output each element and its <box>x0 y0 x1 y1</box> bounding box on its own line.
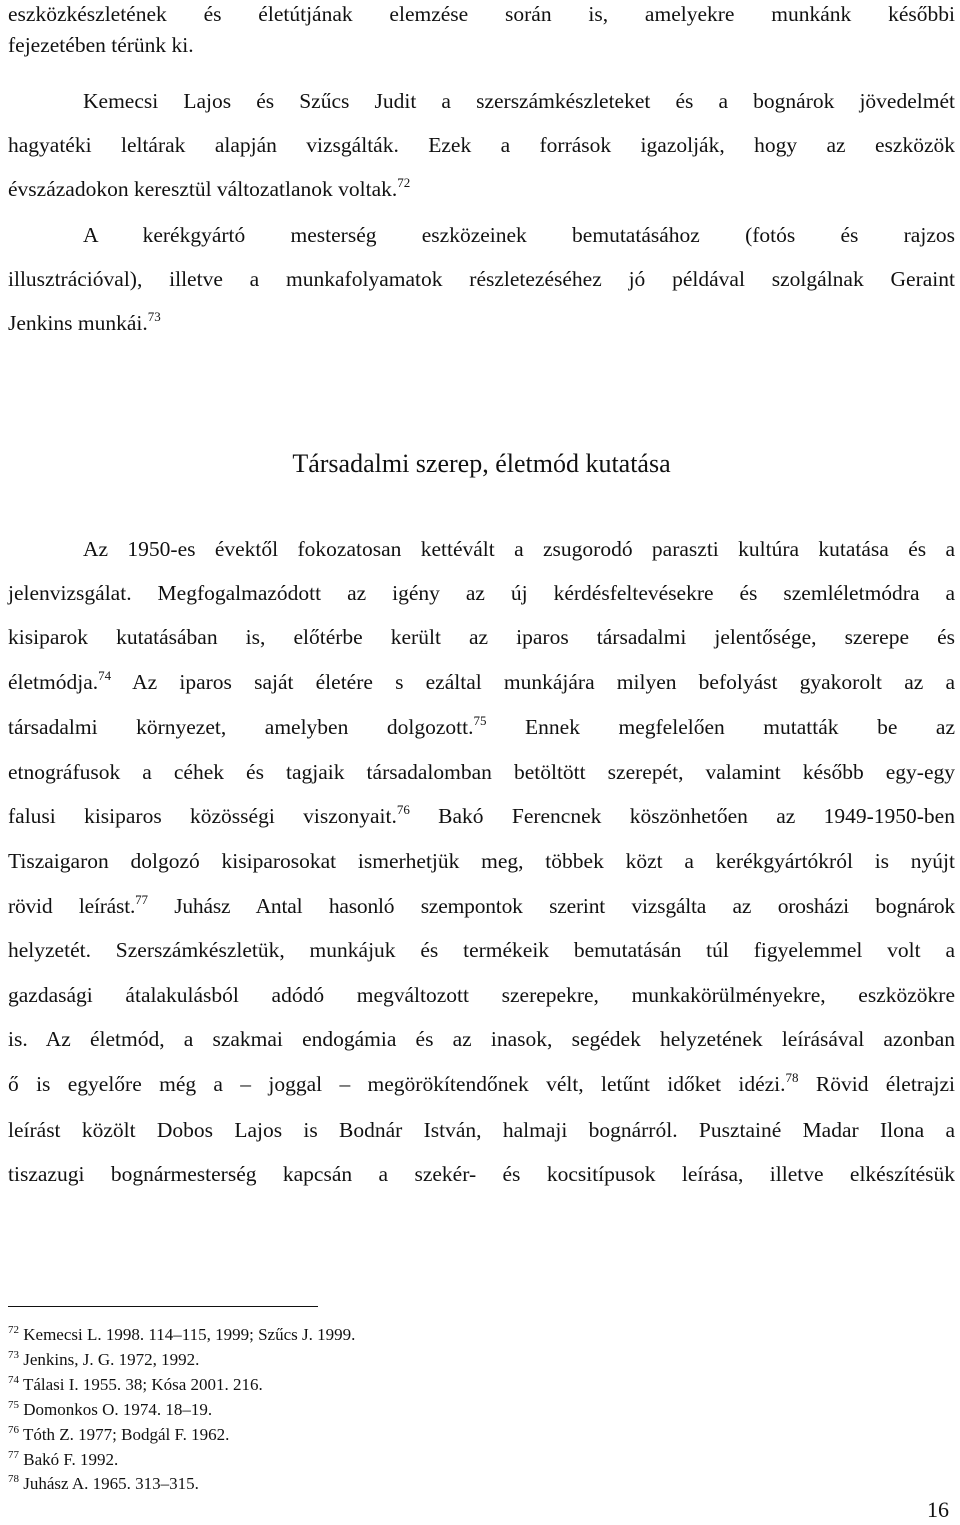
paragraph-line <box>8 892 955 920</box>
text-run: Bakó Ferencnek köszönhetően az 1949-1950-ben <box>409 804 955 828</box>
footnote <box>8 1375 263 1395</box>
text-run: társadalmi környezet, amelyben dolgozott. <box>8 715 474 739</box>
footnote <box>8 1450 118 1470</box>
paragraph-line <box>8 175 955 203</box>
paragraph-line: eszközkészletének és életútjának elemzése során is, amelyekre munkánk későbbi <box>8 2 955 26</box>
paragraph-line: A kerékgyártó mesterség eszközeinek bemutatásához (fotós és rajzos <box>83 223 955 247</box>
paragraph-line: jelenvizsgálat. Megfogalmazódott az igény az új kérdésfeltevésekre és szemléletmódra a <box>8 581 955 605</box>
footnote <box>8 1425 229 1445</box>
paragraph-line: illusztrációval), illetve a munkafolyamatok részletezéséhez jó példával szolgálnak Geraint <box>8 267 955 291</box>
footnote-text: Domonkos O. 1974. 18–19. <box>19 1400 213 1419</box>
paragraph-line <box>8 802 955 830</box>
text-run: falusi kisiparos közösségi viszonyait. <box>8 804 397 828</box>
footnote-number: 73 <box>8 1349 19 1361</box>
paragraph-line <box>8 1070 955 1098</box>
text-run: életmódja. <box>8 670 99 694</box>
footnote <box>8 1350 199 1370</box>
footnote-number: 78 <box>8 1473 19 1485</box>
footnote-number: 77 <box>8 1449 19 1461</box>
text-run: Jenkins munkái. <box>8 311 148 335</box>
footnote-ref-75[interactable]: 75 <box>473 713 487 728</box>
footnote-text: Bakó F. 1992. <box>19 1450 119 1469</box>
paragraph-line <box>8 668 955 696</box>
page-number: 16 <box>927 1497 949 1522</box>
text-run: Ennek megfelelően mutatták be az <box>486 715 955 739</box>
text-run: rövid leírást. <box>8 894 136 918</box>
footnote-ref-73[interactable]: 73 <box>147 309 161 324</box>
footnote-text: Juhász A. 1965. 313–315. <box>19 1474 199 1493</box>
paragraph-line: fejezetében térünk ki. <box>8 33 194 57</box>
paragraph-line: is. Az életmód, a szakmai endogámia és az inasok, segédek helyzetének leírásával azonban <box>8 1027 955 1051</box>
footnote-text: Kemecsi L. 1998. 114–115, 1999; Szűcs J. 1999. <box>19 1325 356 1344</box>
footnote-number: 74 <box>8 1374 19 1386</box>
text-run: Juhász Antal hasonló szempontok szerint vizsgálta az orosházi bognárok <box>147 894 955 918</box>
paragraph-line: helyzetét. Szerszámkészletük, munkájuk és termékeik bemutatásán túl figyelemmel volt a <box>8 938 955 962</box>
footnote <box>8 1325 355 1345</box>
paragraph-line: etnográfusok a céhek és tagjaik társadalomban betöltött szerepét, valamint később egy-egy <box>8 760 955 784</box>
footnote-text: Tálasi I. 1955. 38; Kósa 2001. 216. <box>19 1375 263 1394</box>
footnote-ref-77[interactable]: 77 <box>135 892 148 907</box>
paragraph-line: leírást közölt Dobos Lajos is Bodnár István, halmaji bognárról. Pusztainé Madar Ilona a <box>8 1118 955 1142</box>
paragraph-line <box>8 309 955 337</box>
paragraph-line: hagyatéki leltárak alapján vizsgálták. Ezek a források igazolják, hogy az eszközök <box>8 133 955 157</box>
paragraph-line: Az 1950-es évektől fokozatosan kettévált a zsugorodó paraszti kultúra kutatása és a <box>83 537 955 561</box>
footnote-ref-74[interactable]: 74 <box>98 668 112 683</box>
paragraph-line: tiszazugi bognármesterség kapcsán a szekér- és kocsitípusok leírása, illetve elkészítésük <box>8 1162 955 1186</box>
paragraph-line: Kemecsi Lajos és Szűcs Judit a szerszámkészleteket és a bognárok jövedelmét <box>83 89 955 113</box>
footnote-ref-78[interactable]: 78 <box>785 1070 799 1085</box>
text-run: ő is egyelőre még a – joggal – megörökítendőnek vélt, letűnt időket idézi. <box>8 1072 786 1096</box>
footnote <box>8 1400 212 1420</box>
text-run: évszázadokon keresztül változatlanok voltak. <box>8 177 398 201</box>
footnote-ref-76[interactable]: 76 <box>396 802 410 817</box>
footnote-number: 75 <box>8 1399 19 1411</box>
section-heading: Társadalmi szerep, életmód kutatása <box>292 449 671 478</box>
footnote-number: 76 <box>8 1424 19 1436</box>
footnote-text: Jenkins, J. G. 1972, 1992. <box>19 1350 200 1369</box>
text-run: Rövid életrajzi <box>798 1072 955 1096</box>
paragraph-line: Tiszaigaron dolgozó kisiparosokat ismerhetjük meg, többek közt a kerékgyártókról is nyújt <box>8 849 955 873</box>
footnote-text: Tóth Z. 1977; Bodgál F. 1962. <box>19 1425 230 1444</box>
footnote-ref-72[interactable]: 72 <box>397 175 411 190</box>
text-run: Az iparos saját életére s ezáltal munkájára milyen befolyást gyakorolt az a <box>111 670 955 694</box>
footnote <box>8 1474 199 1494</box>
paragraph-line <box>8 713 955 741</box>
paragraph-line: kisiparok kutatásában is, előtérbe került az iparos társadalmi jelentősége, szerepe és <box>8 625 955 649</box>
footnote-number: 72 <box>8 1324 19 1336</box>
paragraph-line: gazdasági átalakulásból adódó megváltozott szerepekre, munkakörülményekre, eszközökre <box>8 983 955 1007</box>
footnote-separator <box>8 1306 318 1307</box>
